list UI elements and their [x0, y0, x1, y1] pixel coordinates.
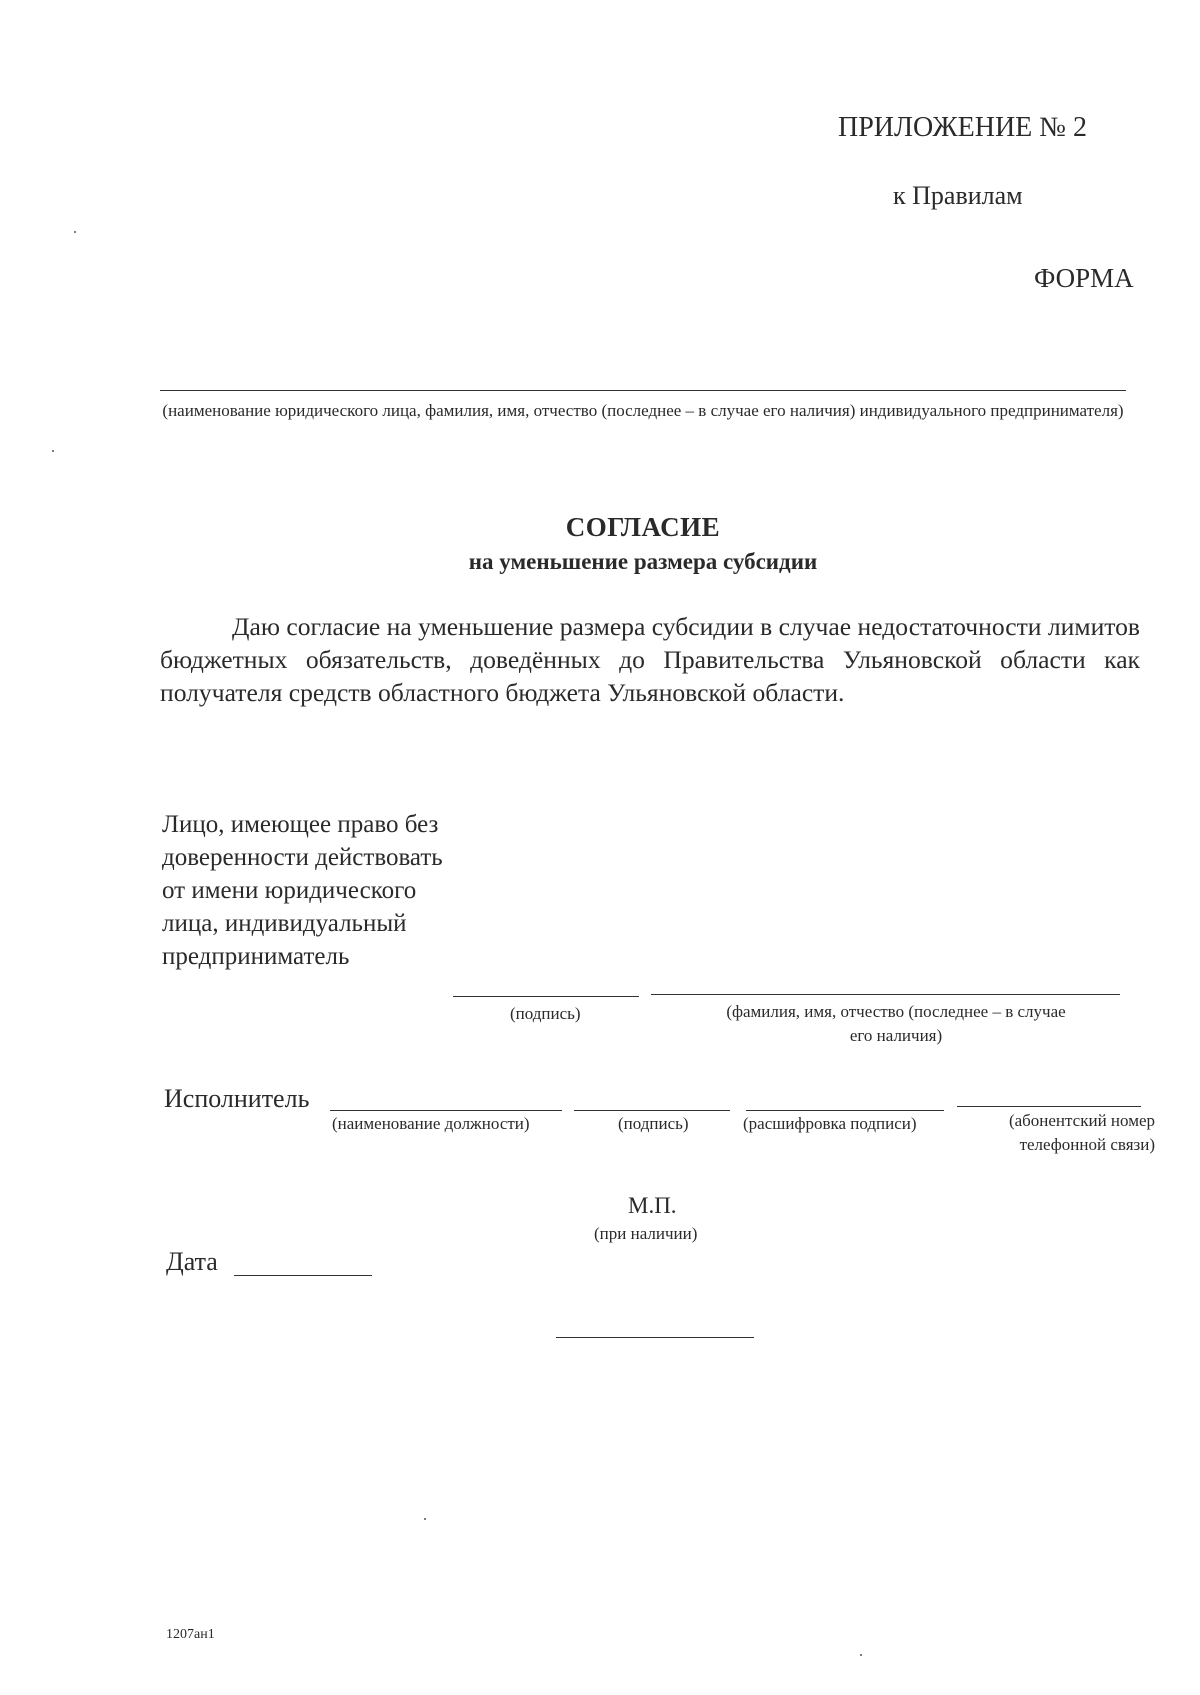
signer-signature-caption: (подпись) [510, 1004, 581, 1023]
scan-speck [424, 1518, 426, 1520]
executor-signature-decoding-field[interactable] [746, 1110, 944, 1111]
end-of-document-divider [556, 1337, 754, 1338]
organization-name-field[interactable] [160, 390, 1126, 391]
executor-signature-caption: (подпись) [618, 1114, 689, 1133]
signer-full-name-field[interactable] [651, 994, 1120, 995]
consent-body-text: Даю согласие на уменьшение размера субсидии в случае недостаточности лимитов бюджетных обязательств, доведённых до Правительства Ульяновской области как получателя средств областного бюджета Ульяновской области. [160, 612, 1140, 707]
scan-speck [860, 1654, 862, 1656]
document-code: 1207ан1 [166, 1627, 215, 1642]
executor-phone-caption: (абонентский номер телефонной связи) [1008, 1111, 1155, 1154]
date-label: Дата [166, 1247, 218, 1276]
executor-signature-field[interactable] [574, 1110, 730, 1111]
signer-label: Лицо, имеющее право без доверенности действовать от имени юридического лица, индивидуальный предприниматель [162, 811, 443, 970]
appendix-label: ПРИЛОЖЕНИЕ № 2 [838, 112, 1087, 143]
executor-label: Исполнитель [164, 1084, 310, 1113]
document-title: СОГЛАСИЕ [565, 512, 721, 542]
signer-signature-field[interactable] [453, 996, 639, 997]
document-subtitle: на уменьшение размера субсидии [468, 549, 818, 574]
executor-decoding-caption: (расшифровка подписи) [743, 1114, 917, 1133]
date-field[interactable] [234, 1275, 372, 1276]
to-rules-label: к Правилам [893, 181, 1023, 210]
executor-phone-field[interactable] [957, 1106, 1141, 1107]
signer-full-name-caption: (фамилия, имя, отчество (последнее – в случае его наличия) [726, 1002, 1066, 1045]
stamp-note: (при наличии) [594, 1224, 698, 1243]
form-label: ФОРМА [1034, 263, 1134, 293]
stamp-label: М.П. [628, 1193, 677, 1218]
scan-speck [74, 231, 76, 233]
executor-position-field[interactable] [330, 1110, 562, 1111]
organization-name-caption: (наименование юридического лица, фамилия, имя, отчество (последнее – в случае его наличия) индивидуального предпринимателя) [162, 401, 1124, 420]
scan-speck [52, 450, 54, 452]
executor-position-caption: (наименование должности) [332, 1114, 530, 1133]
